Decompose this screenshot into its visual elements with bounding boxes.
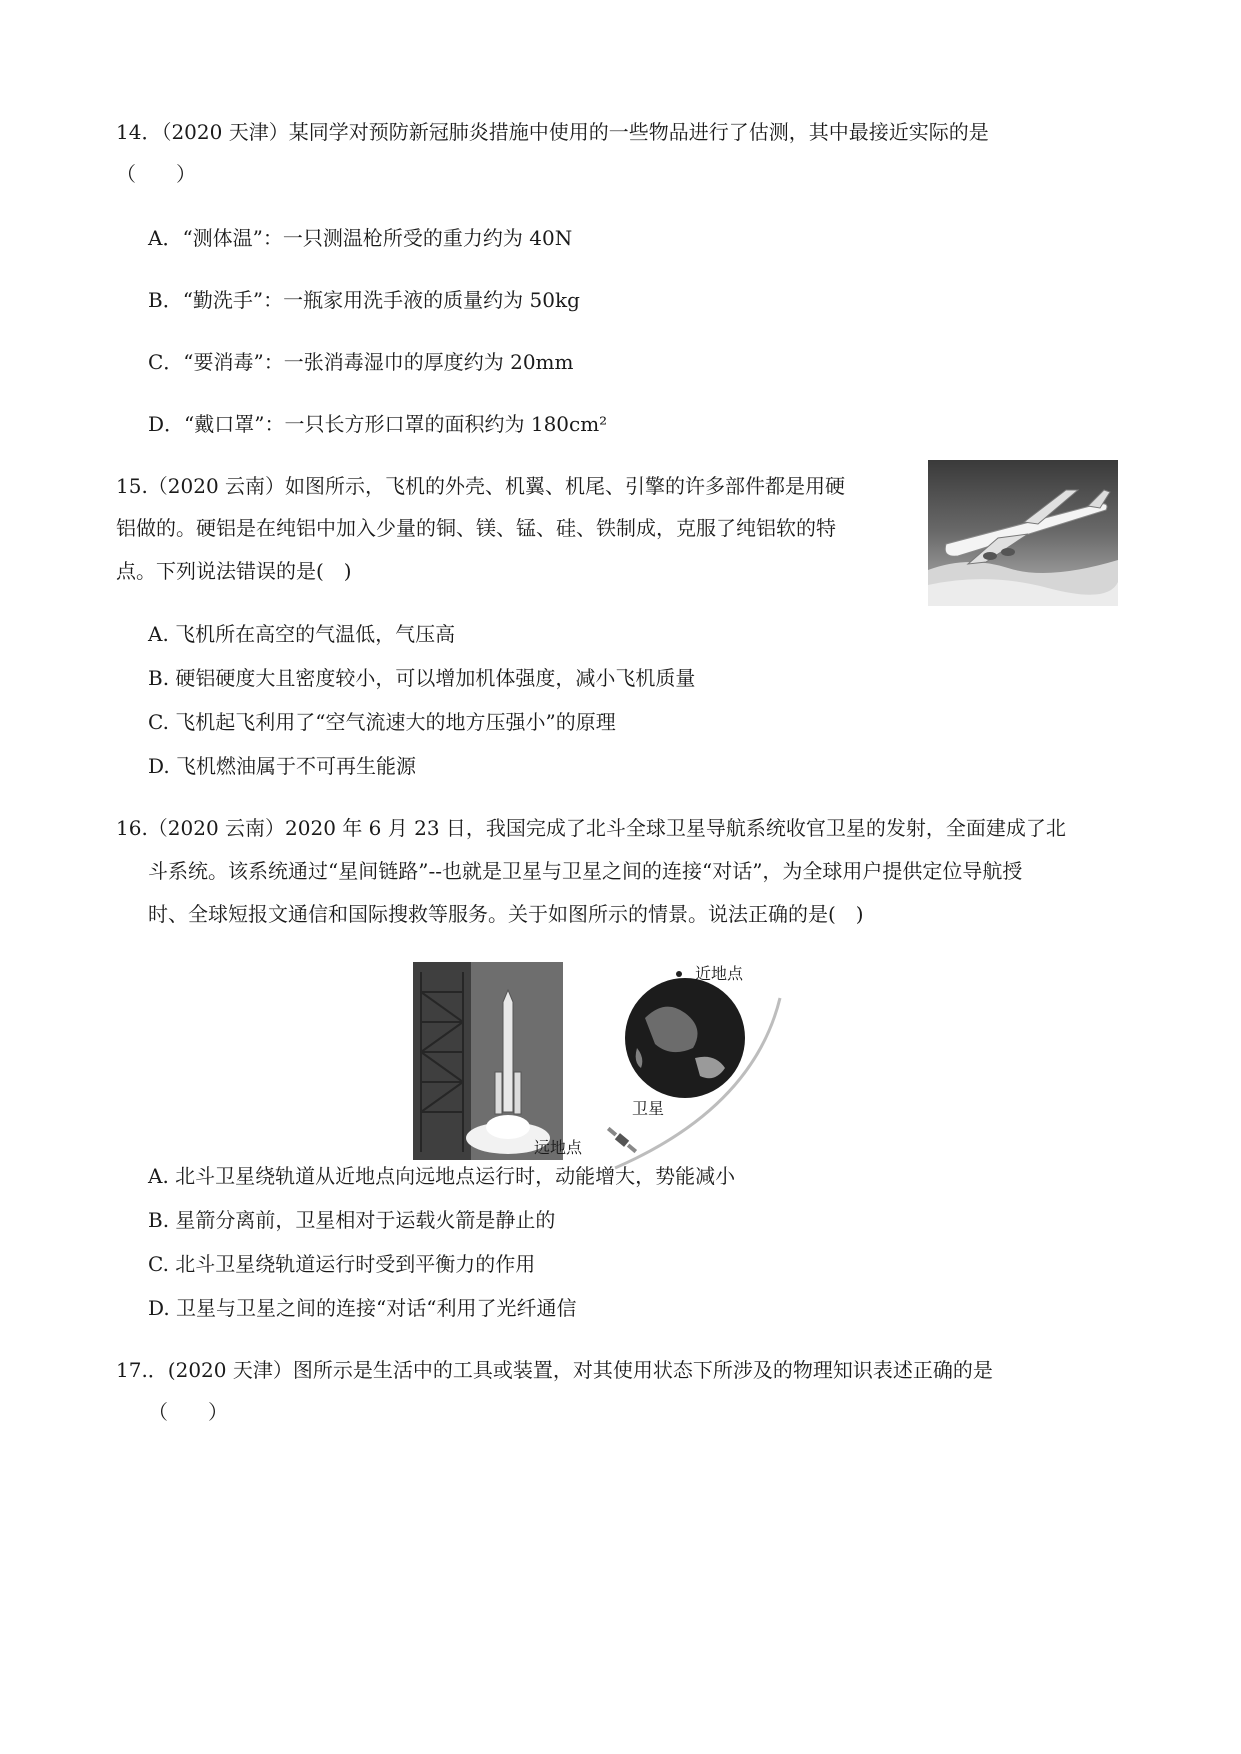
q14-option-d: D．“戴口罩”：一只长方形口罩的面积约为 180cm² bbox=[148, 412, 608, 436]
earth-orbit-diagram bbox=[575, 958, 845, 1188]
q15-option-b: B. 硬铝硬度大且密度较小，可以增加机体强度，减小飞机质量 bbox=[148, 666, 696, 690]
q14-answer-paren: （ ） bbox=[116, 162, 196, 186]
q14-option-c: C．“要消毒”：一张消毒湿巾的厚度约为 20mm bbox=[148, 350, 574, 374]
q16-option-c: C. 北斗卫星绕轨道运行时受到平衡力的作用 bbox=[148, 1252, 536, 1276]
q16-stem-line-2: 斗系统。该系统通过“星间链路”--也就是卫星与卫星之间的连接“对话”，为全球用户提供定位导航授 bbox=[148, 859, 1023, 883]
q17-answer-paren: （ ） bbox=[148, 1400, 228, 1424]
q16-option-b: B. 星箭分离前，卫星相对于运载火箭是静止的 bbox=[148, 1208, 556, 1232]
q15-stem-line-2: 铝做的。硬铝是在纯铝中加入少量的铜、镁、锰、硅、铁制成，克服了纯铝软的特 bbox=[116, 516, 836, 540]
q15-option-d: D. 飞机燃油属于不可再生能源 bbox=[148, 754, 417, 778]
satellite-icon bbox=[606, 1125, 639, 1154]
q15-option-c: C. 飞机起飞利用了“空气流速大的地方压强小”的原理 bbox=[148, 710, 616, 734]
airplane-photo bbox=[928, 460, 1118, 606]
q14-option-b: B．“勤洗手”：一瓶家用洗手液的质量约为 50kg bbox=[148, 288, 580, 312]
q14-stem: 14．（2020 天津）某同学对预防新冠肺炎措施中使用的一些物品进行了估测，其中最接近实际的是 bbox=[116, 120, 989, 144]
q16-option-d: D. 卫星与卫星之间的连接“对话“利用了光纤通信 bbox=[148, 1296, 577, 1320]
perigee-label: 近地点 bbox=[695, 964, 744, 983]
q16-option-a: A. 北斗卫星绕轨道从近地点向远地点运行时，动能增大，势能减小 bbox=[148, 1164, 736, 1188]
q15-stem-line-1: 15.（2020 云南）如图所示，飞机的外壳、机翼、机尾、引擎的许多部件都是用硬 bbox=[116, 474, 846, 498]
q15-option-a: A. 飞机所在高空的气温低，气压高 bbox=[148, 622, 456, 646]
rocket-launch-photo bbox=[413, 962, 563, 1160]
q15-stem-line-3: 点。下列说法错误的是( ) bbox=[116, 559, 352, 583]
earth-icon bbox=[625, 978, 745, 1098]
q16-stem-line-3: 时、全球短报文通信和国际搜救等服务。关于如图所示的情景。说法正确的是( ) bbox=[148, 902, 864, 926]
q17-stem: 17.．(2020 天津）图所示是生活中的工具或装置，对其使用状态下所涉及的物理知识表述正确的是 bbox=[116, 1358, 993, 1382]
satellite-label: 卫星 bbox=[632, 1099, 665, 1118]
q16-stem-line-1: 16.（2020 云南）2020 年 6 月 23 日，我国完成了北斗全球卫星导航系统收官卫星的发射，全面建成了北 bbox=[116, 816, 1066, 840]
apogee-label: 远地点 bbox=[534, 1138, 583, 1157]
q14-option-a: A．“测体温”：一只测温枪所受的重力约为 40N bbox=[148, 226, 573, 250]
